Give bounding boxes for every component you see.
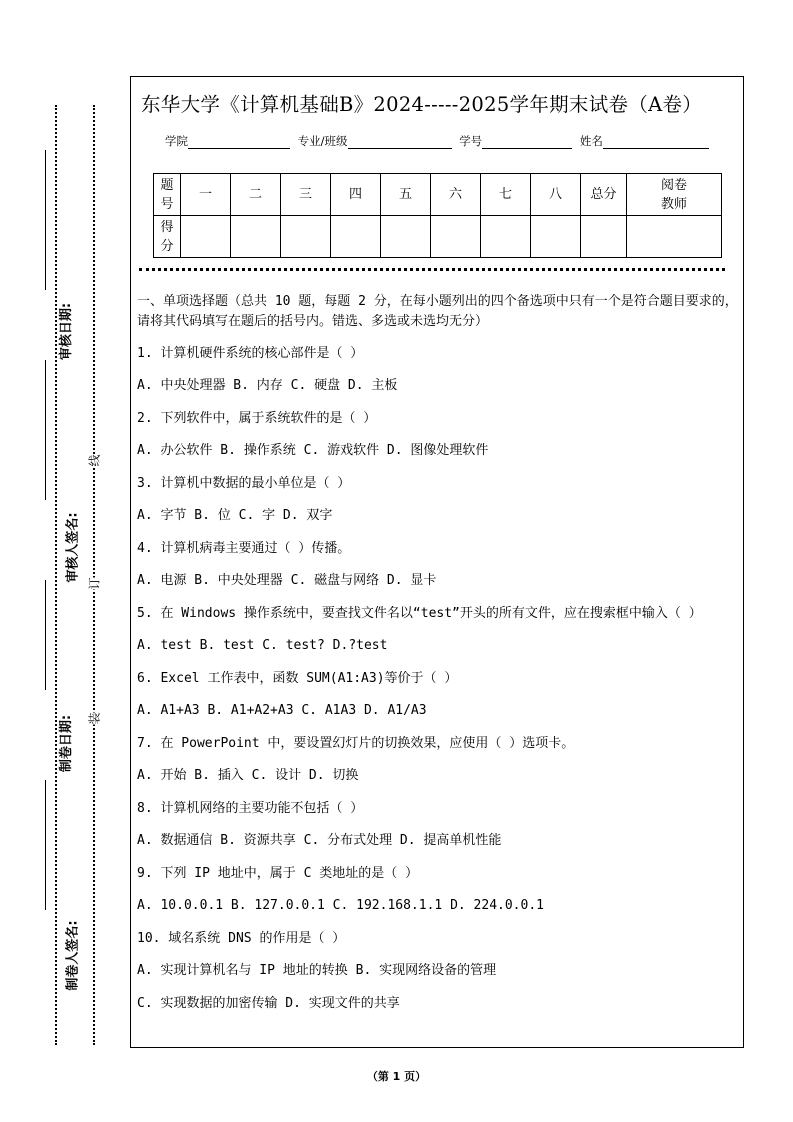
col-header: 四 <box>331 174 381 216</box>
bind-mark-zhuang: 装 <box>87 712 102 725</box>
question-options: A. 实现计算机名与 IP 地址的转换 B. 实现网络设备的管理 <box>137 963 497 978</box>
question-stem: 10. 域名系统 DNS 的作用是（ ） <box>137 931 346 946</box>
col-header: 六 <box>431 174 481 216</box>
college-label: 学院 <box>165 134 188 148</box>
student-id-field[interactable] <box>482 136 572 149</box>
question-stem: 9. 下列 IP 地址中，属于 C 类地址的是（ ） <box>137 866 419 881</box>
exam-title: 东华大学《计算机基础B》2024-----2025学年期末试卷（A卷） <box>141 93 703 116</box>
compile-date-label: 制卷日期: <box>59 714 75 773</box>
col-header: 七 <box>481 174 531 216</box>
student-id-label: 学号 <box>459 134 483 148</box>
question-stem: 7. 在 PowerPoint 中，要设置幻灯片的切换效果，应使用（ ）选项卡。 <box>137 736 575 751</box>
review-date-line <box>45 150 46 290</box>
question-options: A. A1+A3 B. A1+A2+A3 C. A1A3 D. A1/A3 <box>137 703 427 718</box>
question-options: A. 电源 B. 中央处理器 C. 磁盘与网络 D. 显卡 <box>137 573 437 588</box>
question-options: A. 字节 B. 位 C. 字 D. 双字 <box>137 508 333 523</box>
score-cell[interactable] <box>331 216 381 258</box>
score-cell[interactable] <box>531 216 581 258</box>
question-stem: 5. 在 Windows 操作系统中，要查找文件名以“test”开头的所有文件，应在搜索框中输入（ ） <box>137 606 702 621</box>
question-stem: 6. Excel 工作表中，函数 SUM(A1:A3)等价于（ ） <box>137 671 458 686</box>
student-info-row <box>165 133 713 149</box>
score-cell[interactable] <box>281 216 331 258</box>
reviewer-signature-label: 审核人签名: <box>65 512 81 583</box>
score-cell-grader[interactable] <box>627 216 722 258</box>
col-header: 二 <box>231 174 281 216</box>
question-options: A. 数据通信 B. 资源共享 C. 分布式处理 D. 提高单机性能 <box>137 833 502 848</box>
exam-frame <box>130 76 744 1048</box>
score-table <box>153 173 722 258</box>
col-header: 八 <box>531 174 581 216</box>
col-header: 五 <box>381 174 431 216</box>
col-header: 三 <box>281 174 331 216</box>
score-cell[interactable] <box>431 216 481 258</box>
dotted-line-inner <box>55 105 57 1045</box>
score-cell[interactable] <box>381 216 431 258</box>
dotted-line-outer <box>93 105 95 1045</box>
question-options: A. test B. test C. test? D.?test <box>137 638 388 653</box>
score-cell[interactable] <box>181 216 231 258</box>
major-class-label: 专业/班级 <box>297 134 348 148</box>
col-header-grader: 阅卷教师 <box>627 174 722 216</box>
college-field[interactable] <box>188 136 290 149</box>
score-row-label: 得分 <box>154 216 181 258</box>
question-stem: 1. 计算机硬件系统的核心部件是（ ） <box>137 346 364 361</box>
question-options: A. 10.0.0.1 B. 127.0.0.1 C. 192.168.1.1 D. 224.0.0.1 <box>137 898 544 913</box>
name-field[interactable] <box>603 136 709 149</box>
name-label: 姓名 <box>579 134 603 148</box>
score-cell-total[interactable] <box>581 216 627 258</box>
score-table-header-label: 题号 <box>154 174 181 216</box>
score-cell[interactable] <box>481 216 531 258</box>
score-cell[interactable] <box>231 216 281 258</box>
reviewer-signature-line <box>45 360 46 500</box>
col-header-total: 总分 <box>581 174 627 216</box>
section-one <box>137 292 741 1014</box>
bind-mark-ding: 订 <box>87 577 102 590</box>
question-stem: 3. 计算机中数据的最小单位是（ ） <box>137 476 351 491</box>
question-options: A. 开始 B. 插入 C. 设计 D. 切换 <box>137 768 359 783</box>
compiler-signature-label: 制卷人签名: <box>65 920 81 991</box>
dotted-separator <box>139 268 725 271</box>
question-options: C. 实现数据的加密传输 D. 实现文件的共享 <box>137 996 400 1011</box>
review-date-label: 审核日期: <box>59 302 75 361</box>
compiler-signature-line <box>45 780 46 910</box>
question-stem: 2. 下列软件中，属于系统软件的是（ ） <box>137 411 377 426</box>
col-header: 一 <box>181 174 231 216</box>
question-stem: 8. 计算机网络的主要功能不包括（ ） <box>137 801 364 816</box>
section-heading: 一、单项选择题（总共 10 题，每题 2 分，在每小题列出的四个备选项中只有一个是符合题目要求的，请将其代码填写在题后的括号内。错选、多选或未选均无分） <box>137 294 738 329</box>
major-class-field[interactable] <box>348 136 452 149</box>
page-number: （第 1 页） <box>366 1070 427 1083</box>
question-options: A. 中央处理器 B. 内存 C. 硬盘 D. 主板 <box>137 378 398 393</box>
compile-date-line <box>45 580 46 690</box>
bind-mark-xian: 线 <box>87 454 102 467</box>
question-stem: 4. 计算机病毒主要通过（ ）传播。 <box>137 541 351 556</box>
question-options: A. 办公软件 B. 操作系统 C. 游戏软件 D. 图像处理软件 <box>137 443 489 458</box>
